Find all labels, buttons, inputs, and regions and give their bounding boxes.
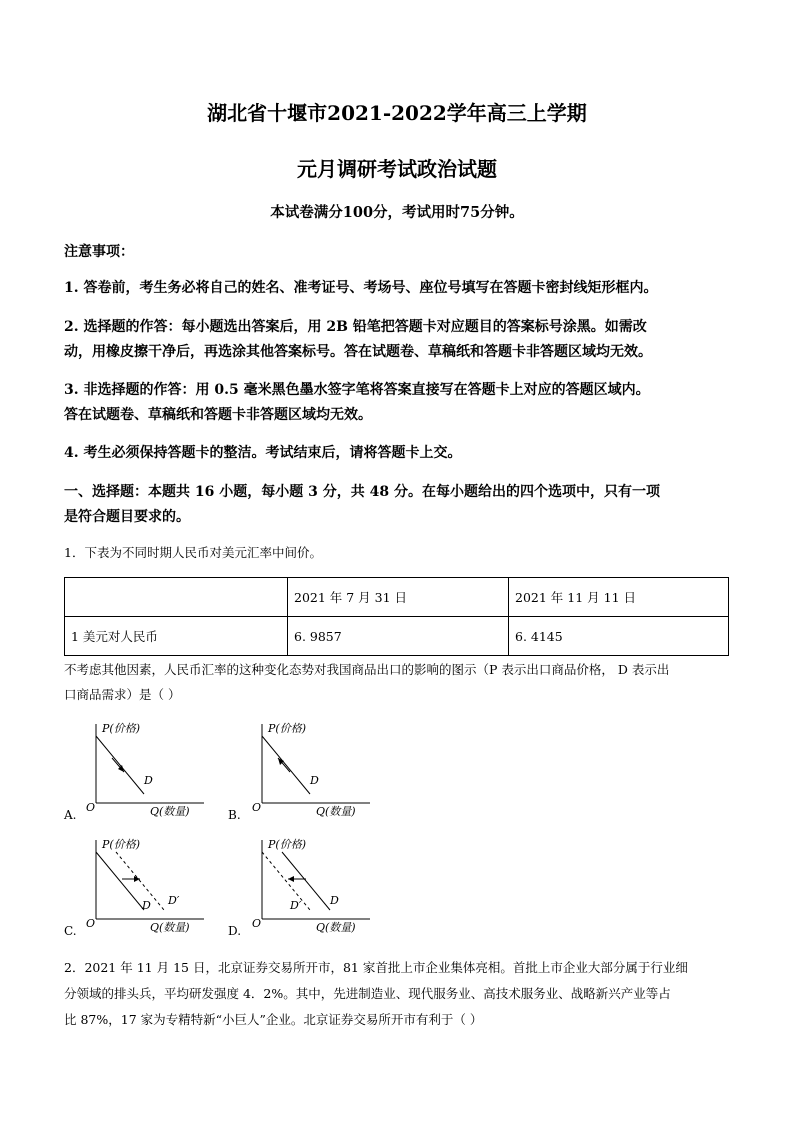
graph-curve-label: D (310, 774, 319, 787)
q1-stem: 1．下表为不同时期人民币对美元汇率中间价。 (64, 545, 322, 560)
note-item-4: 4. 考生必须保持答题卡的整洁。考试结束后，请将答题卡上交。 (64, 445, 462, 461)
graph-x-label: Q(数量) (150, 805, 190, 818)
q1-question-line1: 不考虑其他因素，人民币汇率的这种变化态势对我国商品出口的影响的图示（P 表示出口商品价格， D 表示出 (64, 662, 670, 677)
option-a-label: A. (64, 808, 77, 822)
graph-x-label: Q(数量) (150, 921, 190, 934)
graph-origin: O (86, 917, 96, 930)
exchange-rate-table (64, 577, 729, 656)
exam-info: 本试卷满分100分，考试用时75分钟。 (270, 204, 524, 221)
option-b-label: B. (228, 808, 241, 822)
option-c-label: C. (64, 924, 77, 938)
page-subtitle: 元月调研考试政治试题 (297, 157, 497, 181)
graph-option-a (84, 718, 234, 818)
table-header-row (65, 578, 729, 617)
graph-origin: O (252, 917, 262, 930)
table-cell: 6. 4145 (509, 617, 729, 656)
graph-option-c (84, 834, 234, 934)
note-item-3-cont: 答在试题卷、草稿纸和答题卡非答题区域均无效。 (64, 407, 372, 423)
q1-question-line2: 口商品需求）是（ ） (64, 687, 181, 702)
notes-heading: 注意事项： (64, 244, 134, 260)
graph-curve-shifted-label: D′ (290, 899, 302, 912)
page-title: 湖北省十堰市2021-2022学年高三上学期 (207, 101, 587, 125)
note-item-2-cont: 动，用橡皮擦干净后，再选涂其他答案标号。答在试题卷、草稿纸和答题卡非答题区域均无效。 (64, 344, 652, 360)
note-item-2: 2. 选择题的作答：每小题选出答案后，用 2B 铅笔把答题卡对应题目的答案标号涂黑。如需改 (64, 319, 647, 335)
graph-y-label: P(价格) (102, 838, 140, 851)
table-header-cell: 2021 年 7 月 31 日 (288, 578, 509, 617)
graph-origin: O (252, 801, 262, 814)
table-cell: 6. 9857 (288, 617, 509, 656)
table-row-label: 1 美元对人民币 (65, 617, 288, 656)
graph-option-b (250, 718, 400, 818)
graph-curve-label: D (144, 774, 153, 787)
section-heading: 一、选择题：本题共 16 小题，每小题 3 分，共 48 分。在每小题给出的四个选项中，只有一项 (64, 484, 660, 500)
section-heading-cont: 是符合题目要求的。 (64, 509, 190, 525)
note-item-1: 1. 答卷前，考生务必将自己的姓名、准考证号、考场号、座位号填写在答题卡密封线矩形框内。 (64, 280, 658, 296)
graph-origin: O (86, 801, 96, 814)
table-header-cell: 2021 年 11 月 11 日 (509, 578, 729, 617)
q2-line3: 比 87%，17 家为专精特新“小巨人”企业。北京证券交易所开市有利于（ ） (64, 1012, 483, 1027)
graph-x-label: Q(数量) (316, 805, 356, 818)
graph-option-d (250, 834, 400, 934)
graph-curve-label: D (142, 899, 151, 912)
note-item-3: 3. 非选择题的作答：用 0.5 毫米黑色墨水签字笔将答案直接写在答题卡上对应的答题区域内。 (64, 382, 650, 398)
table-header-cell (65, 578, 288, 617)
option-d-label: D. (228, 924, 242, 938)
graph-x-label: Q(数量) (316, 921, 356, 934)
graph-y-label: P(价格) (268, 722, 306, 735)
q2-line1: 2．2021 年 11 月 15 日，北京证券交易所开市，81 家首批上市企业集体亮相。首批上市企业大部分属于行业细 (64, 960, 688, 975)
table-row (65, 617, 729, 656)
q2-line2: 分领域的排头兵，平均研发强度 4．2%。其中，先进制造业、现代服务业、高技术服务业、战略新兴产业等占 (64, 986, 671, 1001)
graph-curve-shifted-label: D′ (168, 894, 180, 907)
graph-y-label: P(价格) (102, 722, 140, 735)
graph-y-label: P(价格) (268, 838, 306, 851)
graph-curve-label: D (330, 894, 339, 907)
